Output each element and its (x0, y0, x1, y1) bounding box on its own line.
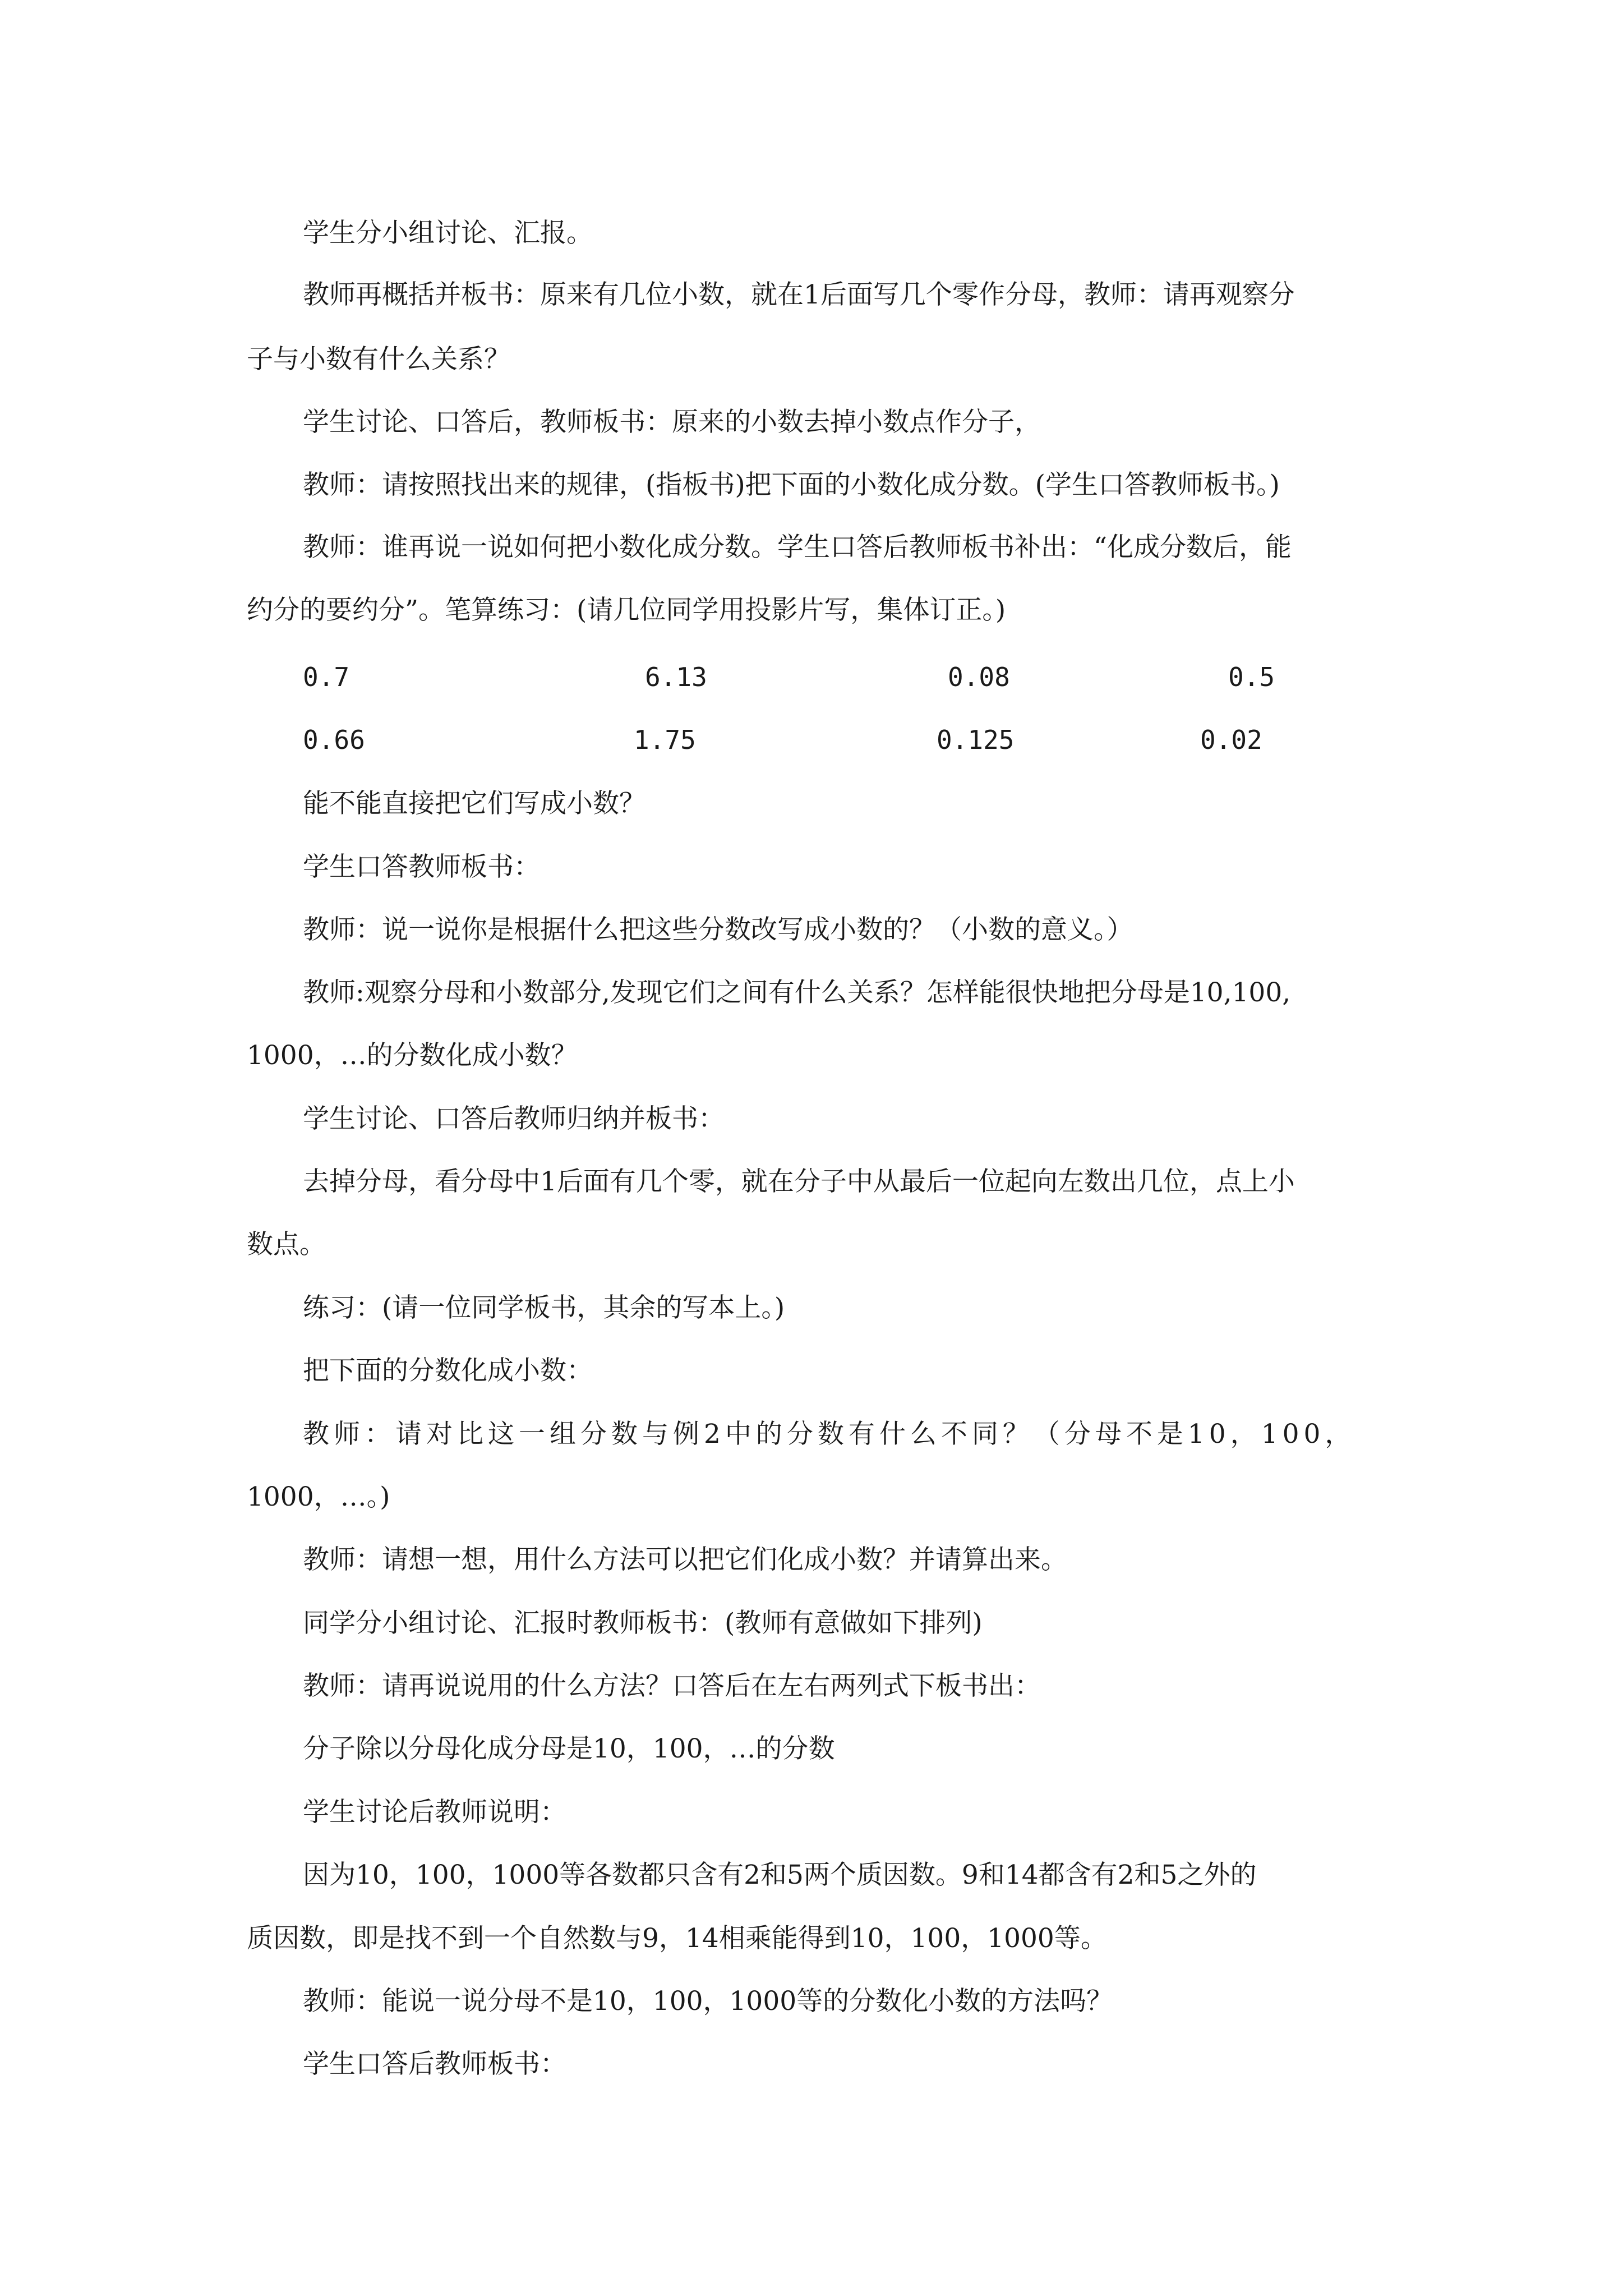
decimal-item: 0.125 (937, 725, 1015, 755)
paragraph-method-summary: 分子除以分母化成分母是10，100，…的分数 (303, 1733, 835, 1764)
paragraph-group-report: 同学分小组讨论、汇报时教师板书：(教师有意做如下排列) (303, 1608, 983, 1639)
decimal-item: 6.13 (645, 662, 707, 692)
paragraph-convert-instruction: 把下面的分数化成小数： (303, 1355, 593, 1386)
paragraph-teacher-ask-line2: 约分的要约分”。笔算练习：(请几位同学用投影片写，集体订正。) (247, 595, 1006, 625)
paragraph-teacher-summary-line1: 教师再概括并板书：原来有几位小数，就在1后面写几个零作分母，教师：请再观察分 (303, 279, 1295, 310)
paragraph-student-discussion: 学生讨论、口答后，教师板书：原来的小数去掉小数点作分子， (303, 407, 1041, 438)
paragraph-teacher-observe-line2: 1000，…的分数化成小数？ (247, 1040, 578, 1071)
decimal-item: 0.02 (1200, 725, 1262, 755)
paragraph-explanation-line2: 质因数，即是找不到一个自然数与9，14相乘能得到10，100，1000等。 (247, 1923, 1107, 1954)
paragraph-rule-line1: 去掉分母，看分母中1后面有几个零，就在分子中从最后一位起向左数出几位，点上小 (303, 1166, 1295, 1197)
paragraph-teacher-summary-line2: 子与小数有什么关系？ (247, 344, 510, 375)
paragraph-teacher-compare-line1: 教师：请对比这一组分数与例2中的分数有什么不同？（分母不是10，100， (303, 1419, 1356, 1450)
decimal-item: 0.08 (948, 662, 1010, 692)
paragraph-rule-line2: 数点。 (247, 1229, 326, 1260)
paragraph-teacher-compare-line2: 1000，…。) (247, 1481, 390, 1512)
paragraph-explanation-line1: 因为10，100，1000等各数都只含有2和5两个质因数。9和14都含有2和5之外的 (303, 1860, 1257, 1890)
paragraph-student-final: 学生口答后教师板书： (303, 2049, 566, 2079)
paragraph-teacher-reason: 教师：说一说你是根据什么把这些分数改写成小数的？（小数的意义。） (303, 914, 1133, 945)
paragraph-student-discussion-2: 学生讨论后教师说明： (303, 1797, 566, 1828)
decimal-item: 1.75 (634, 725, 696, 755)
decimal-item: 0.5 (1228, 662, 1275, 692)
paragraph-student-summary: 学生讨论、口答后教师归纳并板书： (303, 1103, 725, 1134)
paragraph-teacher-method: 教师：请想一想，用什么方法可以把它们化成小数？并请算出来。 (303, 1544, 1067, 1575)
paragraph-teacher-ask-line1: 教师：谁再说一说如何把小数化成分数。学生口答后教师板书补出：“化成分数后，能 (303, 532, 1292, 563)
paragraph-exercise: 练习：(请一位同学板书，其余的写本上。) (303, 1292, 785, 1323)
paragraph-teacher-observe-line1: 教师:观察分母和小数部分,发现它们之间有什么关系？怎样能很快地把分母是10,100, (303, 977, 1291, 1008)
paragraph-teacher-rule: 教师：请按照找出来的规律，(指板书)把下面的小数化成分数。(学生口答教师板书。) (303, 470, 1280, 500)
decimal-item: 0.66 (303, 725, 365, 755)
paragraph-teacher-method-ask: 教师：请再说说用的什么方法？口答后在左右两列式下板书出： (303, 1671, 1041, 1701)
paragraph-group-discussion: 学生分小组讨论、汇报。 (303, 218, 593, 249)
paragraph-student-answer: 学生口答教师板书： (303, 852, 540, 882)
decimal-item: 0.7 (303, 662, 350, 692)
paragraph-question-direct: 能不能直接把它们写成小数？ (303, 788, 645, 819)
paragraph-teacher-final-ask: 教师：能说一说分母不是10，100，1000等的分数化小数的方法吗？ (303, 1986, 1113, 2017)
